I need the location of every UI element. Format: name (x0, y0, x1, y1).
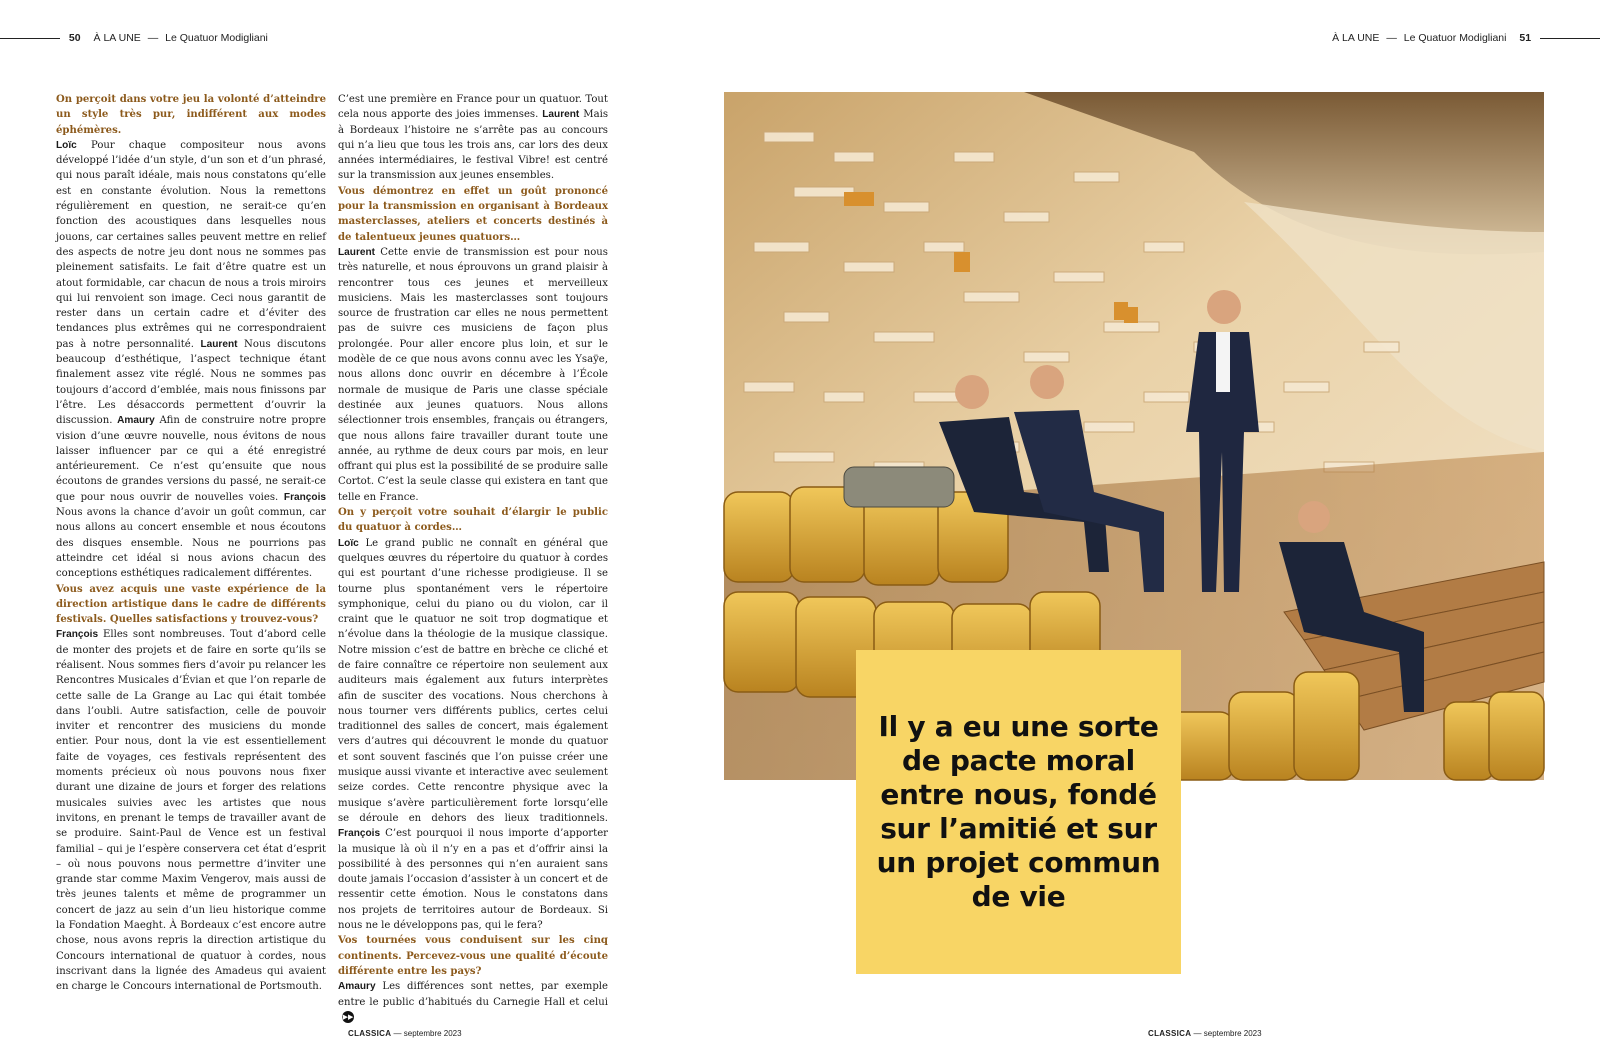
speaker-name: Loïc (338, 537, 359, 549)
text-column-1 (56, 92, 326, 995)
answer-text: Mais à Bordeaux l’histoire ne s’arrête pas au concours qui n’a lieu que tous les trois ans, car lors des deux années intermédiaires, le festival Vibre! est centré sur la transmission aux jeunes ensembles. (338, 109, 608, 182)
section-label: À LA UNE (93, 32, 141, 44)
magazine-name: CLASSICA (1148, 1029, 1192, 1038)
footer-right (1148, 1029, 1262, 1038)
answer-text: Les différences sont nettes, par exemple entre le public d’habitués du Carnegie Hall et celui (338, 981, 608, 1008)
interview-answer (338, 979, 608, 1025)
page-number: 51 (1519, 32, 1532, 44)
answer-text: Le grand public ne connaît en général que quelques œuvres du répertoire du quatuor à cordes qui est pourtant d’une richesse prodigieuse. Il se tourne plus spontanément vers le répertoire symphonique, celui du piano ou du violon, car il craint que le quatuor ne soit trop dogmatique et n’évolue dans la théologie de la musique classique. Notre mission c’est de battre en brèche ce cliché et de faire connaître ce répertoire non seulement aux auditeurs mais également aux futurs interprètes afin de susciter des vocations. Nous cherchons à nous tourner vers différents publics, certes celui traditionnel des salles de concert, mais également vers d’autres qui découvrent le monde du quatuor et sont souvent fascinés que l’on puisse créer une musique aussi vivante et interactive avec seulement seize cordes. Cette rencontre physique avec la musique s’avère particulièrement forte lorsqu’elle se déroule en dehors des lieux traditionnels. (338, 537, 608, 824)
interview-question: Vous démontrez en effet un goût prononcé pour la transmission en organisant à Bordeaux masterclasses, ateliers et concerts destinés à de talentueux jeunes quatuors… (338, 185, 608, 243)
answer-text: C’est pourquoi il nous importe d’apporter la musique là où il n’y en a pas et d’offrir ainsi la possibilité à des personnes qui n’en auraient sans doute jamais l’occasion d’assister à un concert et de ressentir cette émotion. Nous le constatons dans nos projets de territoires autour de Bordeaux. Si nous ne le développons pas, qui le fera? (338, 828, 608, 932)
speaker-name: Laurent (542, 109, 580, 121)
pull-quote-text: Il y a eu une sorte de pacte moral entre nous, fondé sur l’amitié et sur un projet commun de vie (876, 710, 1161, 913)
article-subject: Le Quatuor Modigliani (1403, 32, 1507, 44)
running-head-left (0, 32, 400, 46)
answer-text: C’est une première en France pour un quatuor. Tout cela nous apporte des joies immenses. (338, 94, 608, 121)
interview-question: Vous avez acquis une vaste expérience de la direction artistique dans le cadre de différents festivals. Quelles satisfactions y trouvez-vous? (56, 583, 326, 626)
header-dash: — (147, 32, 159, 44)
article-subject: Le Quatuor Modigliani (165, 32, 268, 44)
interview-question: On y perçoit votre souhait d’élargir le public du quatuor à cordes… (338, 507, 608, 534)
answer-text: Pour chaque compositeur nous avons développé l’idée d’un style, d’un son et d’un phrasé, qui nous paraît idéale, mais nous constatons qu’elle est en constante évolution. Nous la remettons régulièrement en question, ne serait-ce qu’en fonction des acoustiques dans lesquelles nous jouons, car certaines salles peuvent mettre en relief des aspects de notre jeu dont nous ne sommes pas pleinement satisfaits. Le fait d’être quatre est un atout formidable, car chacun de nous a trois miroirs qui lui renvoient son image. Ceci nous garantit de rester dans un certain cadre et d’éviter des tendances plus extrêmes qui ne correspondraient pas à notre personnalité. (56, 139, 326, 350)
footer-dash: — (1193, 1029, 1202, 1038)
speaker-name: Laurent (200, 338, 238, 350)
speaker-name: Amaury (338, 981, 376, 993)
speaker-name: François (338, 828, 381, 840)
footer-left (348, 1029, 462, 1038)
interview-answer (338, 536, 608, 934)
answer-text: Nous discutons beaucoup d’esthétique, l’aspect technique étant finalement assez vite réglé. Nous ne sommes pas toujours d’accord d’emblée, mais nous finissons par l’être. Les désaccords permettent d’ouvrir la discussion. (56, 338, 327, 427)
speaker-name: Loïc (56, 139, 77, 151)
interview-answer (338, 245, 608, 505)
magazine-name: CLASSICA (348, 1029, 392, 1038)
header-dash: — (1386, 32, 1397, 44)
interview-question: On perçoit dans votre jeu la volonté d’atteindre un style très pur, indifférent aux modes éphémères. (56, 94, 326, 136)
answer-text: Afin de construire notre propre vision d’une œuvre nouvelle, nous évitons de nous laisser influencer par ce qui a été enregistré antérieurement. Ce n’est qu’ensuite que nous écoutons de grandes versions du passé, ne serait-ce que pour nous ouvrir de nouvelles voies. (56, 415, 326, 503)
header-rule (0, 38, 60, 39)
running-head-right (1200, 32, 1600, 46)
interview-answer (56, 627, 326, 994)
pull-quote-box (856, 650, 1181, 974)
continue-arrow-icon: ▶▶ (342, 1012, 354, 1021)
answer-text: Cette envie de transmission est pour nous très naturelle, et nous éprouvons un grand plaisir à rencontrer tous ces jeunes et merveilleux musiciens. Mais les masterclasses sont toujours source de frustration car elles ne nous permettent pas de suivre ces musiciens de façon plus prolongée. Pour aller encore plus loin, et sur le modèle de ce que nous avons connu avec les Ysaÿe, nous allons donc ouvrir en décembre à l’École normale de musique de Paris une classe spéciale destinée aux jeunes quatuors. Nous allons sélectionner trois ensembles, français ou étrangers, que nous allons faire travailler durant toute une année, au rythme de deux cours par mois, en leur offrant qui plus est la possibilité de se produire salle Cortot. C’est la seule classe qui existera en tant que telle en France. (338, 246, 608, 503)
speaker-name: François (283, 491, 326, 503)
page-number: 50 (68, 32, 81, 44)
speaker-name: Amaury (117, 415, 155, 427)
footer-dash: — (393, 1029, 402, 1038)
speaker-name: François (56, 629, 99, 641)
answer-text: Elles sont nombreuses. Tout d’abord celle de monter des projets et de faire en sorte qu’ils se réalisent. Nous sommes fiers d’avoir pu relancer les Rencontres Musicales d’Évian et que l’on reparle de cette salle de La Grange au Lac qui était tombée dans l’oubli. Autre satisfaction, celle de pouvoir inviter et rencontrer des musiciens du monde entier. Pour nous, dont la vie est essentiellement faite de voyages, ces festivals représentent des moments précieux où nous pouvons nous fixer durant une dizaine de jours et forger des relations musicales suivies avec les artistes que nous invitons, en prenant le temps de travailler avant de se produire. Saint-Paul de Vence est un festival familial – qui je l’espère conservera cet état d’esprit – où nous pouvons nous permettre d’inviter une grande star comme Maxim Vengerov, mais aussi de très jeunes talents et même de programmer un concert de jazz au sein d’un lieu historique comme la Fondation Maeght. À Bordeaux c’est encore autre chose, nous avons repris la direction artistique du Concours international de quatuor à cordes, nous inscrivant dans la lignée des Amadeus qui avaient en charge le Concours international de Portsmouth. (56, 629, 326, 993)
section-label: À LA UNE (1332, 32, 1380, 44)
interview-question: Vos tournées vous conduisent sur les cinq continents. Percevez-vous une qualité d’écoute différente entre les pays? (338, 935, 608, 977)
issue-date: septembre 2023 (403, 1029, 462, 1038)
interview-answer (338, 92, 608, 184)
interview-answer (56, 138, 326, 582)
text-column-2 (338, 92, 608, 1021)
issue-date: septembre 2023 (1203, 1029, 1262, 1038)
header-rule (1540, 38, 1600, 39)
answer-text: Nous avons la chance d’avoir un goût commun, car nous allons au concert ensemble et nous écoutons des disques ensemble. Nous ne pourrions pas atteindre cet idéal si nous avions chacun des conceptions esthétiques radicalement différentes. (56, 507, 326, 580)
speaker-name: Laurent (338, 246, 376, 258)
